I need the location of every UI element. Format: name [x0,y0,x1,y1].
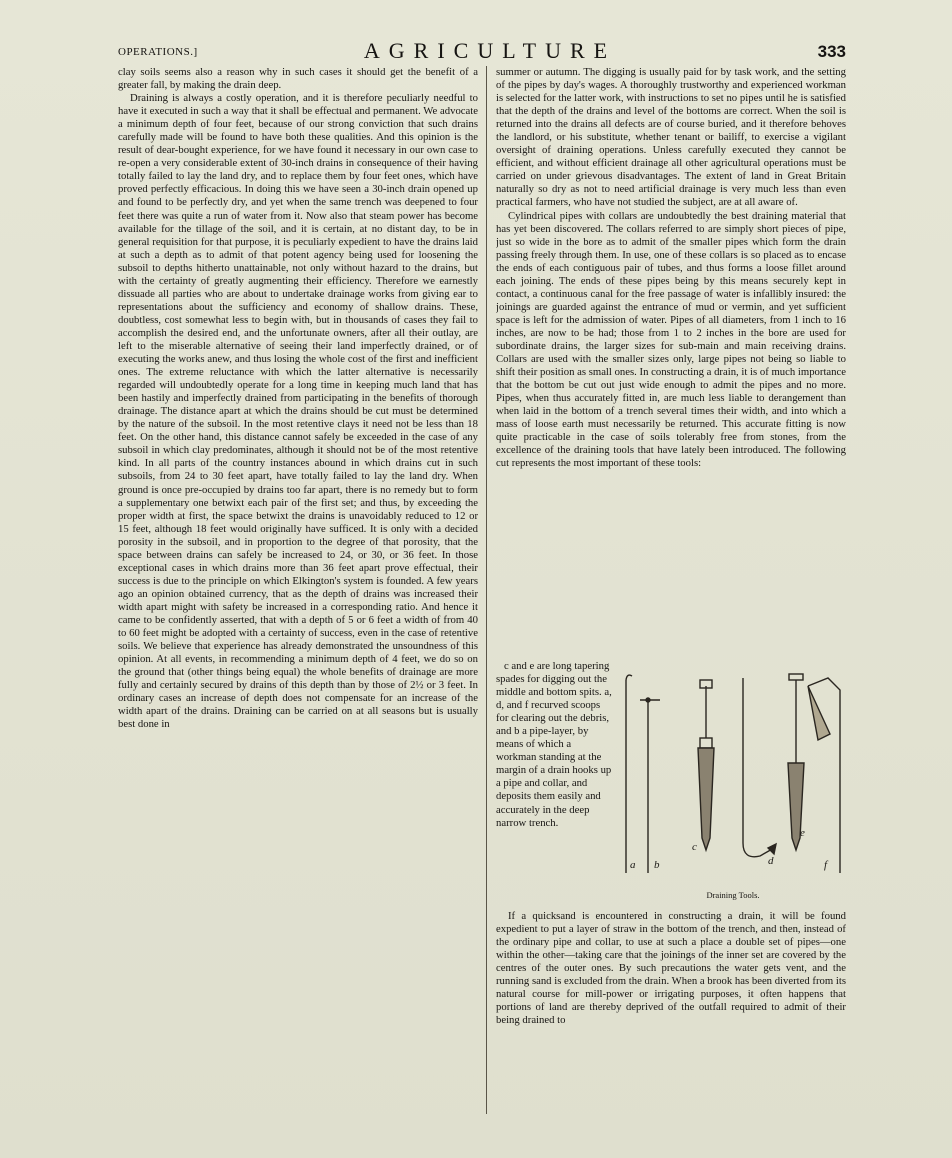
figure-caption: Draining Tools. [706,890,760,900]
page-number: 333 [817,42,846,61]
page-title: AGRICULTURE [363,38,617,63]
draining-tools-figure [618,668,848,908]
paragraph: c and e are long tapering spades for digging out the middle and bottom spits. a, d, and f recurved scoops for clearing out the debris, and b a pipe-layer, by means of which a workman standing at the margin of a drain hooks up a pipe and collar, and deposits them easily and accurately in the deep narrow trench. [496,660,612,829]
tools-description [496,660,612,910]
paragraph: Draining is always a costly operation, and it is therefore peculiarly needful to have it executed in such a way that it shall be effectual and permanent. We advocate a minimum depth of four feet, because of our strong conviction that such drains carefully made will be found to have both these qualities. And this opinion is the result of dear-bought experience, for we have found it necessary in our own case to re-open a very considerable extent of 30-inch drains in consequence of their having totally failed to lay the land dry, and to replace them by four feet ones, which have proved perfectly efficacious. In doing this we have seen a 30-inch drain opened up and found to be perfectly dry, and yet when the same trench was deepened to four feet there was quite a run of water from it. Now also that steam power has become available for the tillage of the soil, and it is certain, at no distant day, to be in general requisition for that purpose, it is peculiarly expedient to have the drains laid at such a depth as to admit of that potent agency being used for loosening the subsoil to depths hitherto unattainable, not only without hazard to the drains, but with the certainty of greatly augmenting their efficiency. Therefore we earnestly dissuade all parties who are about to undertake drainage works from giving ear to representations about the sufficiency and economy of shallow drains. These, doubtless, cost somewhat less to begin with, but in thousands of cases they fail to accomplish the desired end, and the unfortunate owners, after all their outlay, are left to the miserable alternative of seeing their land imperfectly drained, or of executing the works anew, and thus losing the whole cost of the first and inefficient ones. The extreme reluctance with which the latter alternative is necessarily regarded will undoubtedly operate for a long time in keeping much land that has been hastily and imperfectly drained from participating in the benefits of thorough drainage. The distance apart at which the drains should be cut must be determined by the nature of the subsoil. In the most retentive clays it need not be less than 18 feet. On the other hand, this distance cannot safely be exceeded in the case of any subsoil in which clay predominates, although it should not be of the most retentive kind. In all parts of the country instances abound in which drains cut in such subsoils, from 24 to 30 feet apart, have totally failed to lay the land dry. When ground is once pre-occupied by drains too far apart, there is no remedy but to form a supplementary one betwixt each pair of the first set; and thus, by exceeding the proper width at first, the space betwixt the drains is unavoidably reduced to 12 or 15 feet, although 18 feet would originally have sufficed. It is only with a decided porosity in the subsoil, and in proportion to the degree of that porosity, that the space between drains can safely be increased to 24, or 30, or 36 feet. In those exceptional cases in which drains more than 36 feet apart prove effectual, their success is due to the principle on which Elkington's system is founded. A few years ago an opinion obtained currency, that as the depth of drains was increased their width apart might with safety be increased in a corresponding ratio. And hence it came to be confidently asserted, that with a depth of 5 or 6 feet a width of from 40 to 60 feet might be adopted with a certainty of success, even in the case of retentive soils. We believe that experience has already demonstrated the unsoundness of this opinion. At all events, in recommending a minimum depth of 4 feet, we do so on the ground that (other things being equal) the whole benefits of drainage are more fully and certainly secured by drains of this depth than by those of 2½ or 3 feet. In ordinary cases an increase of depth does not compensate for an increase of the width apart of the drains. Draining can be carried on at all seasons but is usually best done in [118,92,478,731]
right-column-top [496,66,846,660]
paragraph: summer or autumn. The digging is usually paid for by task work, and the setting of the pipes by day's wages. A thoroughly trustworthy and experienced workman is selected for the latter work, with instructions to set no pipes until he is satisfied that the depth of the drains and level of the bottoms are correct. When the soil is returned into the drains all defects are of course buried, and it therefore behoves the landlord, or his substitute, whether tenant or bailiff, to exercise a vigilant oversight of draining operations. Unless carefully executed they cannot be efficient, and without efficient drainage all other agricultural operations must be carried on under grievous disadvantages. The extent of land in Great Britain naturally so dry as not to need artificial drainage is very much less than even practical farmers, who have not studied the subject, are at all aware of. [496,66,846,209]
column-divider [486,66,487,1114]
figure-label-d: d [768,855,774,867]
paragraph: clay soils seems also a reason why in such cases it should get the benefit of a greater fall, by making the drain deep. [118,66,478,92]
section-label: OPERATIONS.] [118,46,198,58]
draining-tools-illustration [618,668,848,888]
figure-label-c: c [692,841,697,853]
figure-label-b: b [654,859,660,871]
figure-label-f: f [824,859,828,871]
paragraph: If a quicksand is encountered in constructing a drain, it will be found expedient to put a layer of straw in the bottom of the trench, and then, instead of the ordinary pipe and collar, to use at such a place a double set of pipes—one within the other—taking care that the joinings of the inner set are covered by the centres of the outer ones. By such precautions the water gets vent, and the running sand is excluded from the drain. When a brook has been diverted from its natural course for mill-power or irrigating purposes, it often happens that portions of land are thereby deprived of the outfall required to admit of their being drained to [496,910,846,1027]
left-column [118,66,478,1116]
figure-label-e: e [800,827,805,839]
paragraph: Cylindrical pipes with collars are undoubtedly the best draining material that has yet been discovered. The collars referred to are simply short pieces of pipe, just so wide in the bore as to admit of the smaller pipes which form the drain passing freely through them. In use, one of these collars is so placed as to encase the ends of each contiguous pair of tubes, and thus forms a loose fillet around each joining. The ends of these pipes being by this means securely kept in contact, a continuous canal for the free passage of water is infallibly insured: the joinings are guarded against the entrance of mud or vermin, and yet sufficient space is left for the admission of water. Pipes of all diameters, from 1 inch to 16 inches, are now to be had; those from 1 to 2 inches in the bore are used for subordinate drains, the larger sizes for sub-main and main receiving drains. Collars are used with the smaller sizes only, large pipes not being so liable to shift their position as small ones. In constructing a drain, it is of much importance that the bottom be cut out just wide enough to admit the pipes and no more. Pipes, when thus accurately fitted in, are much less liable to derangement than when laid in the bottom of a trench several times their width, and into which a mass of loose earth must necessarily be returned. This accurate fitting is now quite practicable in the case of soils tolerably free from stones, from the excellence of the draining tools that have lately been introduced. The following cut represents the most important of these tools: [496,209,846,470]
right-column-bottom [496,910,846,1110]
figure-label-a: a [630,859,636,871]
